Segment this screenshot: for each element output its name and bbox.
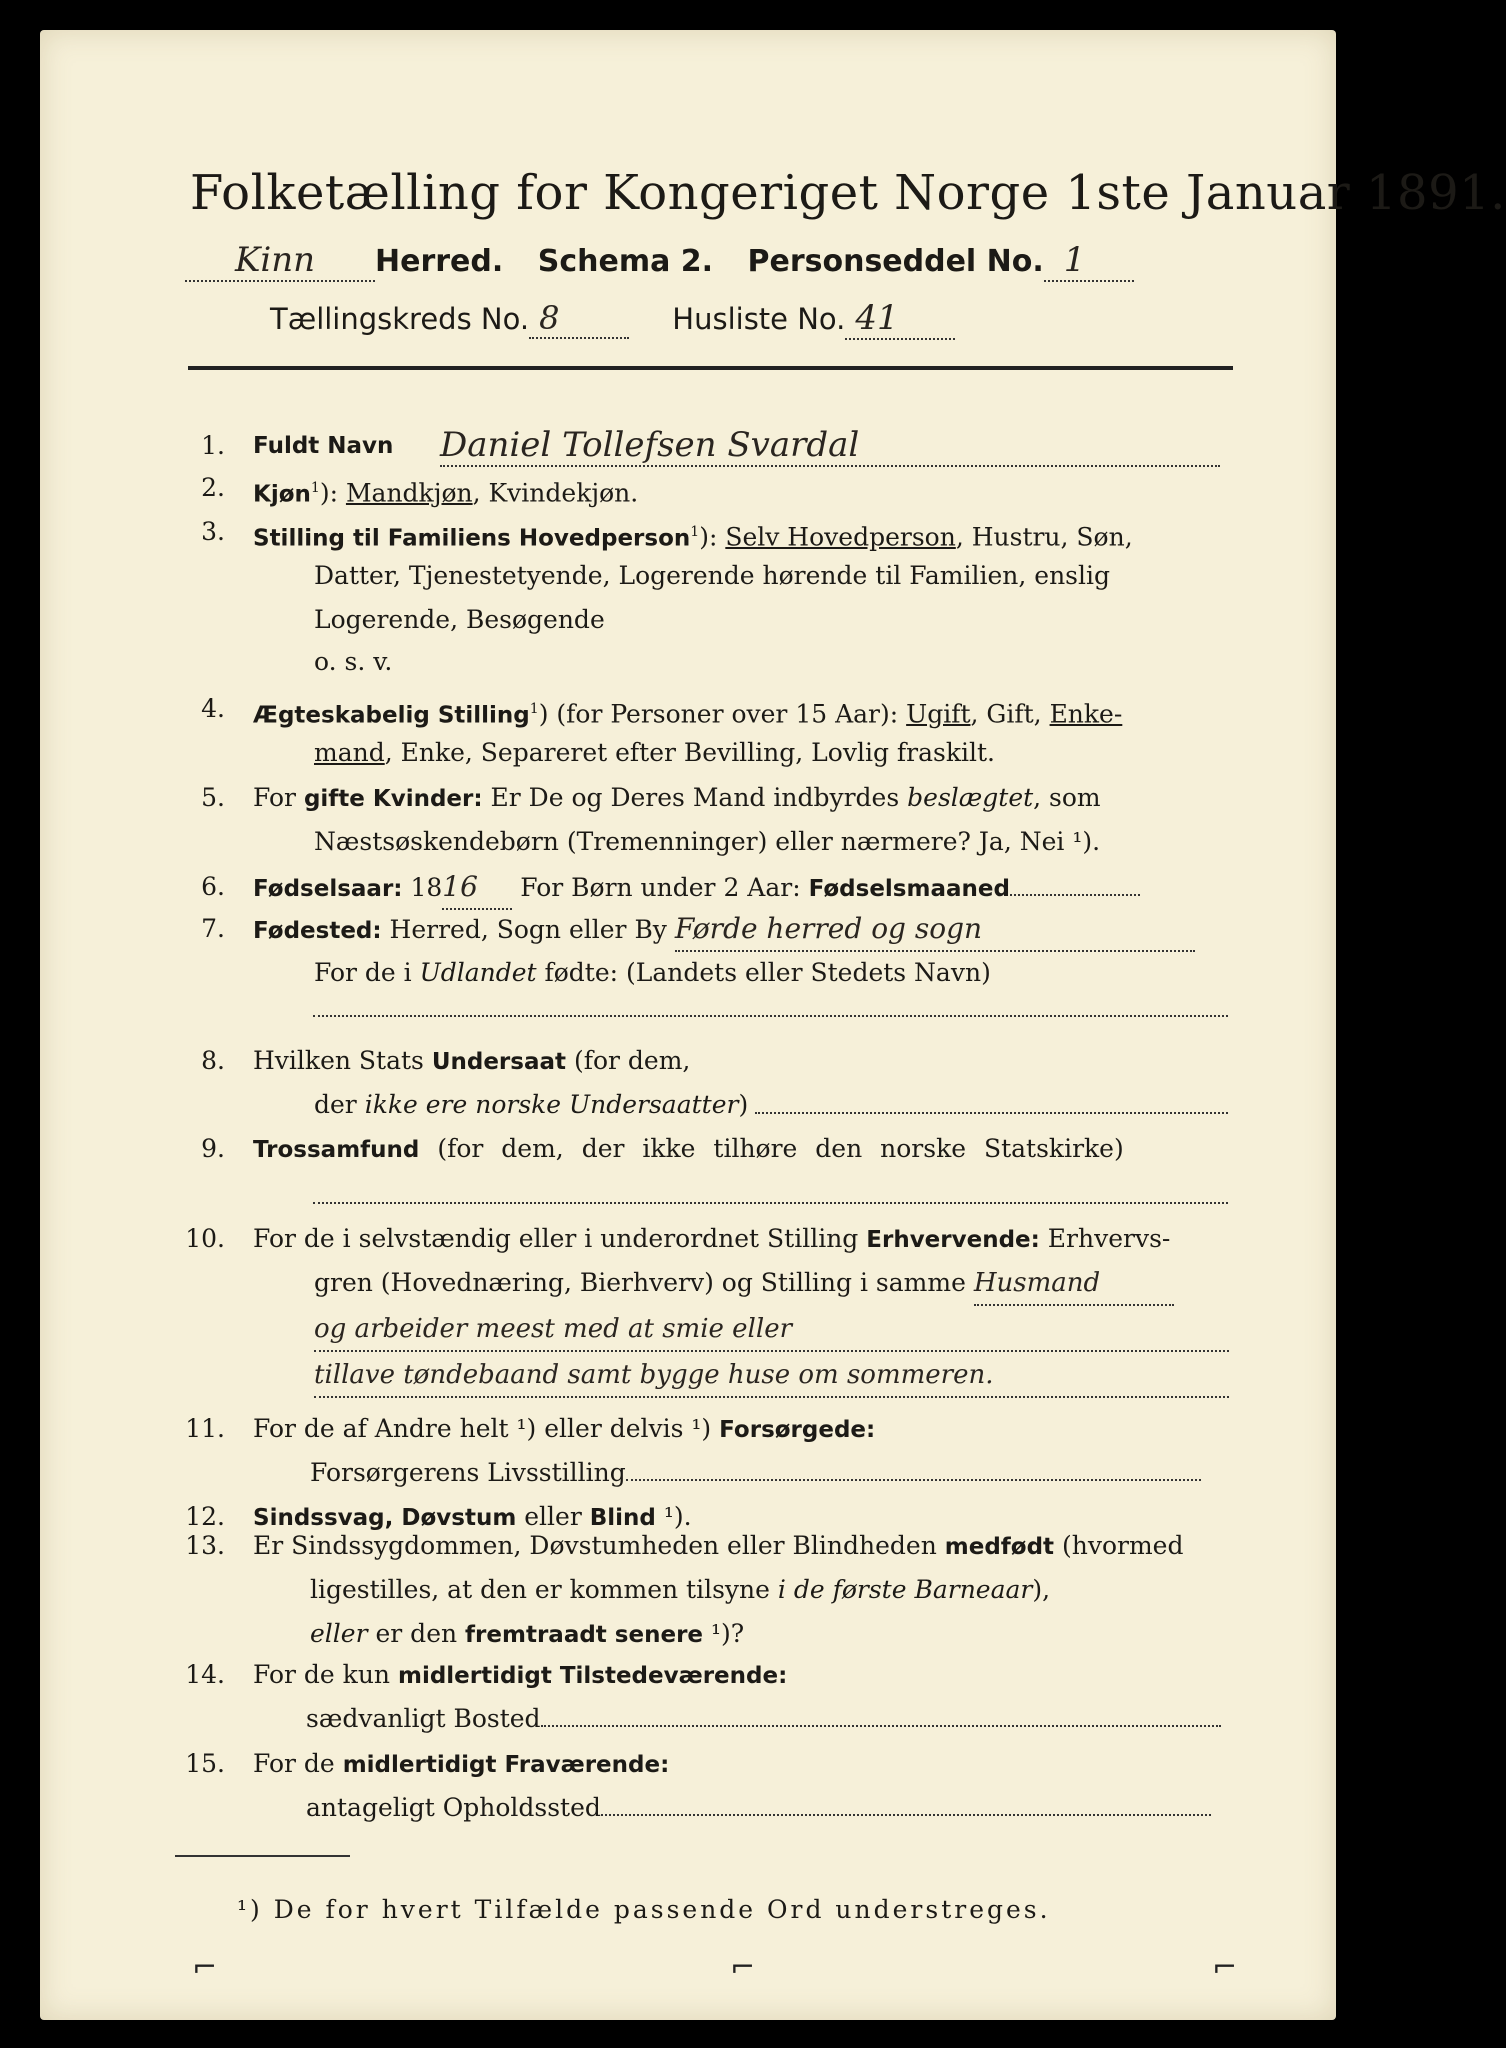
item-text: ): [699,522,726,552]
husliste-value: 41 [845,298,955,340]
item-text: (for dem, [566,1046,691,1075]
item-label: Kjøn [253,481,311,508]
herred-label: Herred. [375,244,504,279]
item-text: er den [367,1619,466,1648]
header-line-herred [185,240,1235,284]
kreds-label: Tællingskreds No. [270,302,530,336]
item-number: 13. [185,1531,225,1560]
item-number: 12. [185,1502,225,1531]
occupation-value-1: Husmand [974,1262,1174,1306]
footnote-ref: 1 [690,524,700,540]
item-text-line4: o. s. v. [314,647,393,676]
item-number: 2. [201,473,225,502]
item-text: ligestilles, at den er kommen tilsyne [310,1575,778,1604]
item-label: Undersaat [431,1049,566,1075]
item-label: medfødt [944,1534,1055,1560]
item-label: Fødselsmaaned [808,876,1010,902]
item-text: , som [1033,783,1101,812]
husliste-label: Husliste No. [672,302,846,336]
item-italic: beslægtet [907,783,1034,812]
option-gift: , Gift, [970,699,1050,729]
item-label: Erhvervende: [866,1227,1040,1253]
item-italic: ikke ere norske Undersaatter [364,1090,739,1119]
full-name-value: Daniel Tollefsen Svardal [440,425,1220,467]
tick-mark-left: ⌐ [192,1950,218,1985]
header-line-kreds [270,298,1170,342]
item-number: 15. [185,1749,225,1778]
item-text: ¹). [655,1502,692,1531]
item-label: Ægteskabelig Stilling [253,702,530,729]
item-text-line2: sædvanligt Bosted [306,1704,541,1733]
personseddel-label: Personseddel No. [747,244,1044,279]
item-number: 14. [185,1660,225,1689]
herred-value: Kinn [185,240,375,282]
item-text: ¹)? [703,1619,745,1648]
option-enkemand: Enke- [1049,699,1123,729]
item-text: 18 [402,873,443,902]
item-label: fremtraadt senere [465,1622,704,1648]
item-text: der [314,1090,365,1119]
item-label: Fødselsaar: [253,876,403,902]
item-italic: eller [310,1619,368,1648]
item-label: midlertidigt Tilstedeværende: [397,1663,788,1689]
item-text: (hvormed [1054,1531,1184,1560]
item-label: gifte Kvinder: [303,786,483,812]
item-number: 4. [201,694,225,723]
item-text-line2: Forsørgerens Livsstilling [310,1458,626,1487]
answer-line [313,1015,1228,1017]
item-text: Erhvervs- [1039,1224,1171,1253]
item-number: 6. [201,872,225,901]
item-label: Sindssvag, Døvstum [253,1505,517,1531]
item-text: fødte: (Landets eller Stedets Navn) [536,958,991,987]
personseddel-value: 1 [1044,240,1134,282]
item-number: 10. [185,1224,225,1253]
item-text-line2: gren (Hovednæring, Bierhverv) og Stilling i samme [314,1268,974,1297]
footnote-rule [175,1855,350,1857]
item-text: For de af Andre helt ¹) eller delvis ¹) [253,1414,720,1443]
item-italic: Udlandet [419,958,537,987]
answer-line [755,1112,1228,1114]
item-text-line3: Logerende, Besøgende [314,605,605,634]
occupation-value-3: tillave tøndebaand samt bygge huse om sommeren. [314,1354,1229,1398]
temporary-stay-field [601,1814,1211,1816]
item-label: midlertidigt Fraværende: [342,1752,670,1778]
item-text-line2: , Enke, Separeret efter Bevilling, Lovlig fraskilt. [384,738,995,767]
option-mandkjon: Mandkjøn [345,478,473,508]
item-text: For [253,783,304,812]
item-label: Fødested: [253,918,382,944]
item-italic: i de første Barneaar [777,1575,1033,1604]
provider-field [626,1479,1201,1481]
item-text: eller [516,1502,590,1531]
item-text: Er Sindssygdommen, Døvstumheden eller Blindheden [253,1531,945,1560]
item-text: For Børn under 2 Aar: [512,873,809,902]
header-rule [188,366,1233,370]
item-label: Fuldt Navn [253,433,394,459]
birthplace-value: Førde herred og sogn [675,908,1195,952]
birth-month-field [1010,894,1140,896]
usual-residence-field [541,1725,1221,1727]
item-text-line2: Næstsøskendebørn (Tremenninger) eller nærmere? Ja, Nei ¹). [314,827,1101,856]
footnote: ¹) De for hvert Tilfælde passende Ord understreges. [237,1895,1051,1924]
item-number: 3. [201,517,225,546]
item-text: ): [319,478,346,508]
option-selv-hovedperson: Selv Hovedperson [725,522,956,552]
schema-label: Schema 2. [537,244,714,279]
item-text: Herred, Sogn eller By [381,915,675,944]
item-text: For de [253,1749,343,1778]
item-number: 7. [201,914,225,943]
kreds-value: 8 [529,299,629,339]
form-title: Folketælling for Kongeriget Norge 1ste Januar 1891. [190,165,1506,221]
item-text-line2: antageligt Opholdssted [306,1793,601,1822]
item-text: , Hustru, Søn, [955,522,1133,552]
item-text: Er De og Deres Mand indbyrdes [482,783,908,812]
item-number: 8. [201,1046,225,1075]
footnote-ref: 1 [310,480,320,496]
tick-mark-right: ⌐ [1212,1950,1238,1985]
item-number: 11. [185,1414,225,1443]
birth-year-value: 16 [442,866,512,910]
item-label: Forsørgede: [719,1417,876,1443]
option-ugift: Ugift [906,699,971,729]
item-text: For de i [314,958,420,987]
item-number: 5. [201,783,225,812]
option-kvindekjon: , Kvindekjøn. [472,478,639,508]
item-text: ), [1032,1575,1051,1604]
item-number: 1. [201,431,225,460]
tick-mark-center: ⌐ [730,1950,756,1985]
item-number: 9. [201,1134,225,1163]
item-text: (for dem, der ikke tilhøre den norske Statskirke) [419,1134,1124,1163]
item-text-line2: Datter, Tjenestetyende, Logerende hørende til Familien, enslig [314,561,1111,590]
item-label: Trossamfund [253,1137,420,1163]
item-text: Hvilken Stats [253,1046,432,1075]
answer-line [313,1202,1228,1204]
item-text: For de i selvstændig eller i underordnet Stilling [253,1224,867,1253]
occupation-value-2: og arbeider meest med at smie eller [314,1308,1229,1352]
item-text: For de kun [253,1660,398,1689]
option-enkemand-cont: mand [314,738,385,767]
item-text: ) [738,1090,749,1119]
item-label: Stilling til Familiens Hovedperson [253,525,691,552]
item-label: Blind [589,1505,656,1531]
item-text: ) (for Personer over 15 Aar): [538,699,907,729]
footnote-ref: 1 [529,701,539,717]
